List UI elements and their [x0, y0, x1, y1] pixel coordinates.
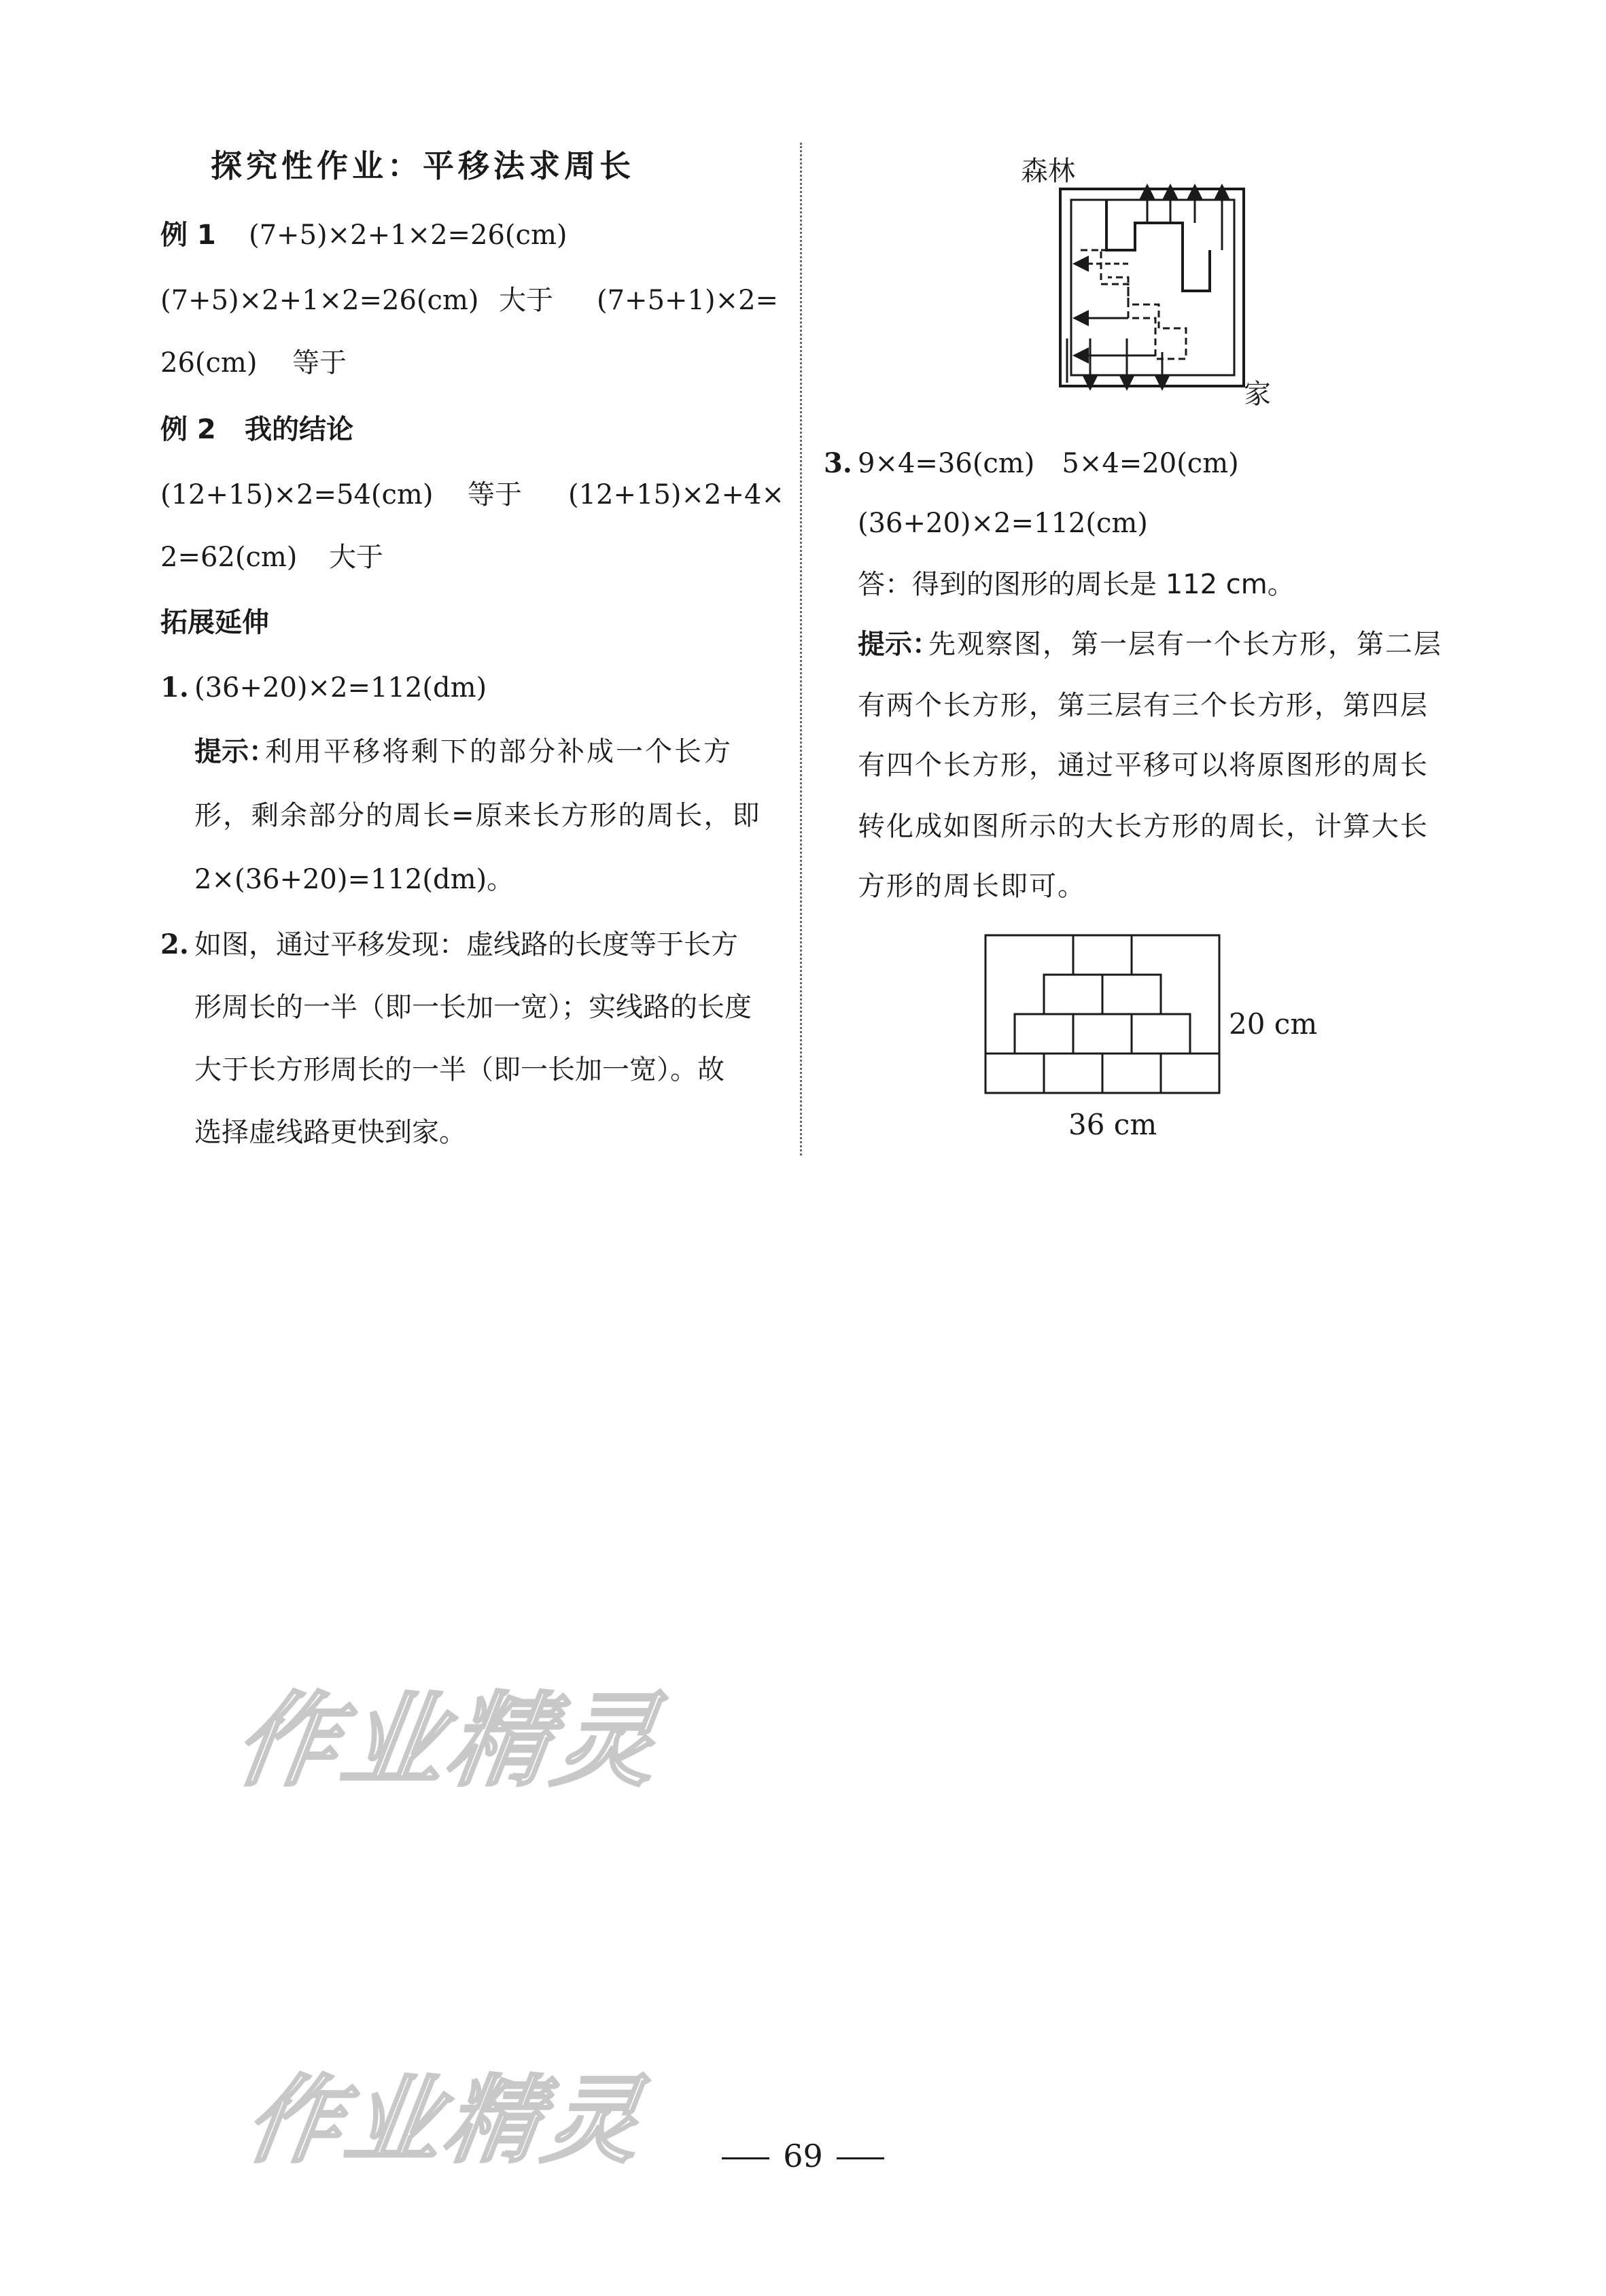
question-3-line-2: (36+20)×2=112(cm): [858, 508, 1148, 539]
question-3-hint-2: 有两个长方形，第三层有三个长方形，第四层: [858, 690, 1429, 721]
example-1-label: 例 1: [160, 220, 216, 251]
question-2-line-1: 如图，通过平移发现：虚线路的长度等于长方: [194, 929, 738, 960]
left-dash: [722, 2157, 769, 2159]
question-2-line-3: 大于长方形周长的一半（即一长加一宽）。故: [194, 1054, 725, 1085]
question-3-hint-3: 有四个长方形，通过平移可以将原图形的周长: [858, 750, 1429, 781]
question-2-line-4: 选择虚线路更快到家。: [194, 1117, 466, 1148]
question-1-hint-label: 提示：: [194, 736, 276, 767]
question-3-hint-label: 提示：: [858, 629, 939, 660]
column-divider: [800, 143, 802, 1155]
example-2-heading: 我的结论: [245, 414, 353, 445]
question-3-hint-5: 方形的周长即可。: [858, 871, 1086, 902]
question-2-number: 2.: [160, 928, 189, 960]
forest-label: 森林: [1021, 156, 1075, 187]
question-1-hint-1: 利用平移将剩下的部分补成一个长方: [265, 736, 733, 767]
example-1-line-2c: (7+5+1)×2=: [597, 285, 779, 316]
page-number-footer: [0, 2138, 1606, 2174]
example-2-line-2b: 大于: [329, 542, 383, 573]
question-3-number: 3.: [824, 447, 852, 479]
extension-title: 拓展延伸: [160, 607, 269, 638]
example-2-label: 例 2: [160, 414, 216, 445]
watermark-top: 作业精灵: [228, 1682, 669, 1801]
question-3-hint-4: 转化成如图所示的大长方形的周长，计算大长: [858, 811, 1429, 842]
question-3-answer: 答：得到的图形的周长是 112 cm。: [858, 569, 1295, 600]
maze-route-diagram: [1047, 182, 1251, 393]
example-1-line-1: (7+5)×2+1×2=26(cm): [249, 220, 568, 251]
height-dimension-label: 20 cm: [1229, 1007, 1318, 1041]
width-dimension-label: 36 cm: [1068, 1108, 1157, 1141]
home-label: 家: [1244, 379, 1271, 410]
example-1-line-2a: (7+5)×2+1×2=26(cm): [160, 285, 479, 316]
example-1-line-3b: 等于: [292, 347, 347, 379]
example-1-line-2b: 大于: [499, 285, 553, 316]
example-2-line-1c: (12+15)×2+4×: [568, 479, 784, 510]
example-1-line-3a: 26(cm): [160, 347, 258, 379]
question-1-answer: (36+20)×2=112(dm): [194, 672, 487, 703]
page-number: 69: [783, 2138, 823, 2174]
question-3-hint-1: 先观察图，第一层有一个长方形，第二层: [928, 629, 1442, 660]
question-1-number: 1.: [160, 672, 189, 703]
section-title: 探究性作业：平移法求周长: [211, 147, 635, 184]
example-2-line-2a: 2=62(cm): [160, 542, 298, 573]
example-2-line-1b: 等于: [468, 479, 522, 510]
example-2-line-1a: (12+15)×2=54(cm): [160, 479, 434, 510]
rectangle-stack-diagram: [984, 934, 1222, 1097]
right-dash: [837, 2157, 884, 2159]
question-3-line-1: 9×4=36(cm) 5×4=20(cm): [858, 448, 1239, 479]
question-1-hint-3: 2×(36+20)=112(dm)。: [194, 864, 514, 895]
question-2-line-2: 形周长的一半（即一长加一宽）；实线路的长度: [194, 992, 752, 1023]
watermark-bottom: 作业精灵: [239, 2066, 652, 2176]
question-1-hint-2: 形，剩余部分的周长=原来长方形的周长，即: [194, 800, 761, 831]
